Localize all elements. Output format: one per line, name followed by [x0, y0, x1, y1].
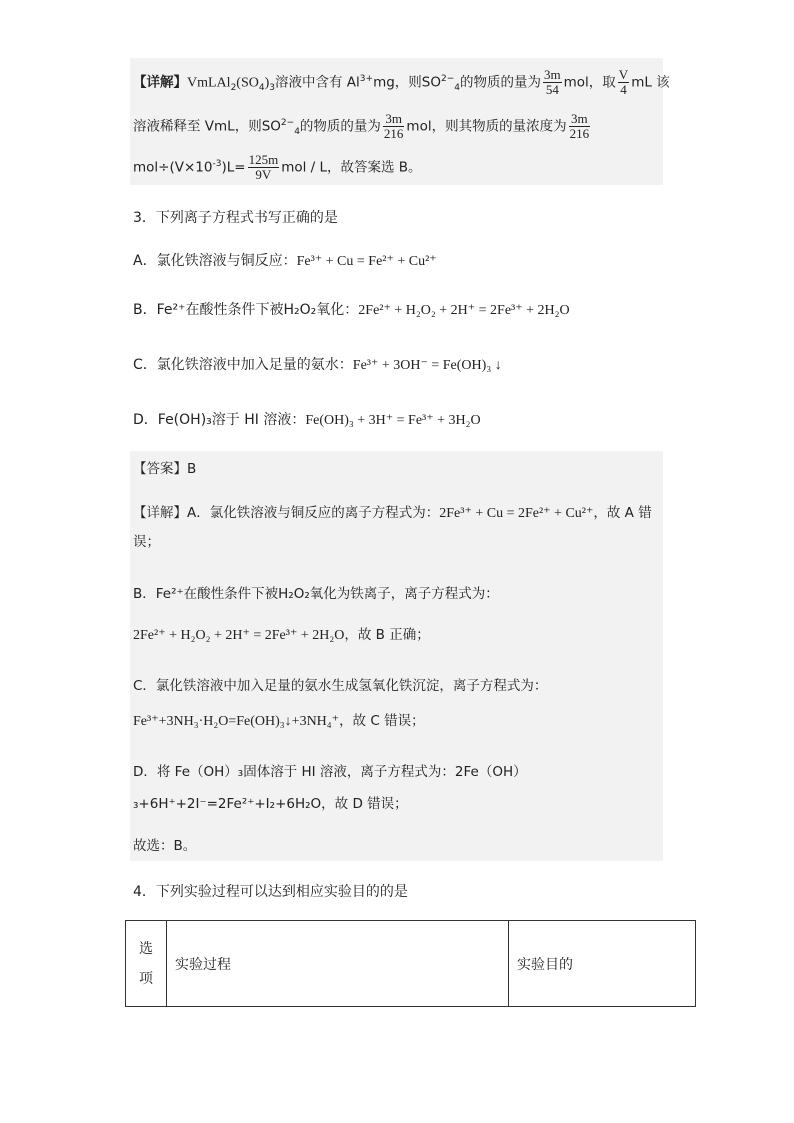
- answer-d-line2: ₃+6H⁺+2I⁻=2Fe²⁺+I₂+6H₂O，故 D 错误；: [133, 796, 408, 812]
- fraction: $\frac{3m}{54}$: [544, 67, 561, 97]
- detail-tag: 【详解】: [133, 74, 187, 91]
- answer-final: 故选：B。: [133, 838, 197, 854]
- answer-d-line1: D．将 Fe（OH）₃固体溶于 HI 溶液，离子方程式为：2Fe（OH）: [133, 764, 527, 780]
- option-d: D．Fe(OH)₃溶于 HI 溶液：Fe(OH)₃ + 3H⁺ = Fe³⁺ + 3H₂O: [133, 412, 481, 428]
- answer-c-line2: Fe³⁺+3NH₃·H₂O=Fe(OH)₃↓+3NH₄⁺，故 C 错误；: [133, 713, 425, 729]
- detail1-line2: 溶液稀释至 VmL，则$SO^{2-}_4$的物质的量为 $\frac{3m}{216}$ mol，则其物质的量浓度为 $\frac{3m}{216}$: [133, 111, 590, 141]
- answer-line: 【答案】B: [133, 461, 197, 477]
- question-4-stem: 4．下列实验过程可以达到相应实验目的的是: [133, 884, 408, 900]
- fraction: $\frac{3m}{216}$: [569, 111, 590, 141]
- fraction: $\frac{125m}{9V}$: [248, 152, 279, 182]
- option-b: B．Fe²⁺在酸性条件下被H₂O₂氧化：2Fe²⁺ + H₂O₂ + 2H⁺ = 2Fe³⁺ + 2H₂O: [133, 302, 570, 318]
- detail1-line1: 【详解】$VmLAl_2(SO_4)_3$溶液中含有 $Al^{3+}mg$，则$SO^{2-}_4$的物质的量为 $\frac{3m}{54}$ mol，取 $\frac{V}{4}$ mL 该: [133, 67, 670, 97]
- header-option: 选 项: [126, 921, 167, 1007]
- answer-c-line1: C．氯化铁溶液中加入足量的氨水生成氢氧化铁沉淀，离子方程式为：: [133, 678, 548, 694]
- answer-b-line1: B．Fe²⁺在酸性条件下被H₂O₂氧化为铁离子，离子方程式为：: [133, 586, 499, 602]
- question-3-stem: 3．下列离子方程式书写正确的是: [133, 210, 338, 226]
- fraction: $\frac{3m}{216}$: [383, 111, 404, 141]
- answer-a-line2: 误；: [133, 534, 160, 550]
- option-a: A．氯化铁溶液与铜反应：Fe³⁺ + Cu = Fe²⁺ + Cu²⁺: [133, 253, 437, 269]
- header-process: 实验过程: [167, 921, 509, 1007]
- experiment-table: [125, 920, 696, 1007]
- table-header-row: [126, 921, 696, 1007]
- header-purpose: 实验目的: [509, 921, 696, 1007]
- option-c: C．氯化铁溶液中加入足量的氨水：Fe³⁺ + 3OH⁻ = Fe(OH)₃ ↓: [133, 357, 502, 373]
- detail1-line3: $mol\div(V\times 10^{-3})L=$ $\frac{125m}{9V}$ mol / L，故答案选 B。: [133, 152, 422, 182]
- answer-b-line2: 2Fe²⁺ + H₂O₂ + 2H⁺ = 2Fe³⁺ + 2H₂O，故 B 正确；: [133, 627, 430, 643]
- fraction: $\frac{V}{4}$: [618, 67, 629, 97]
- answer-a-line1: 【详解】A．氯化铁溶液与铜反应的离子方程式为：2Fe³⁺ + Cu = 2Fe²⁺ + Cu²⁺，故 A 错: [133, 505, 652, 521]
